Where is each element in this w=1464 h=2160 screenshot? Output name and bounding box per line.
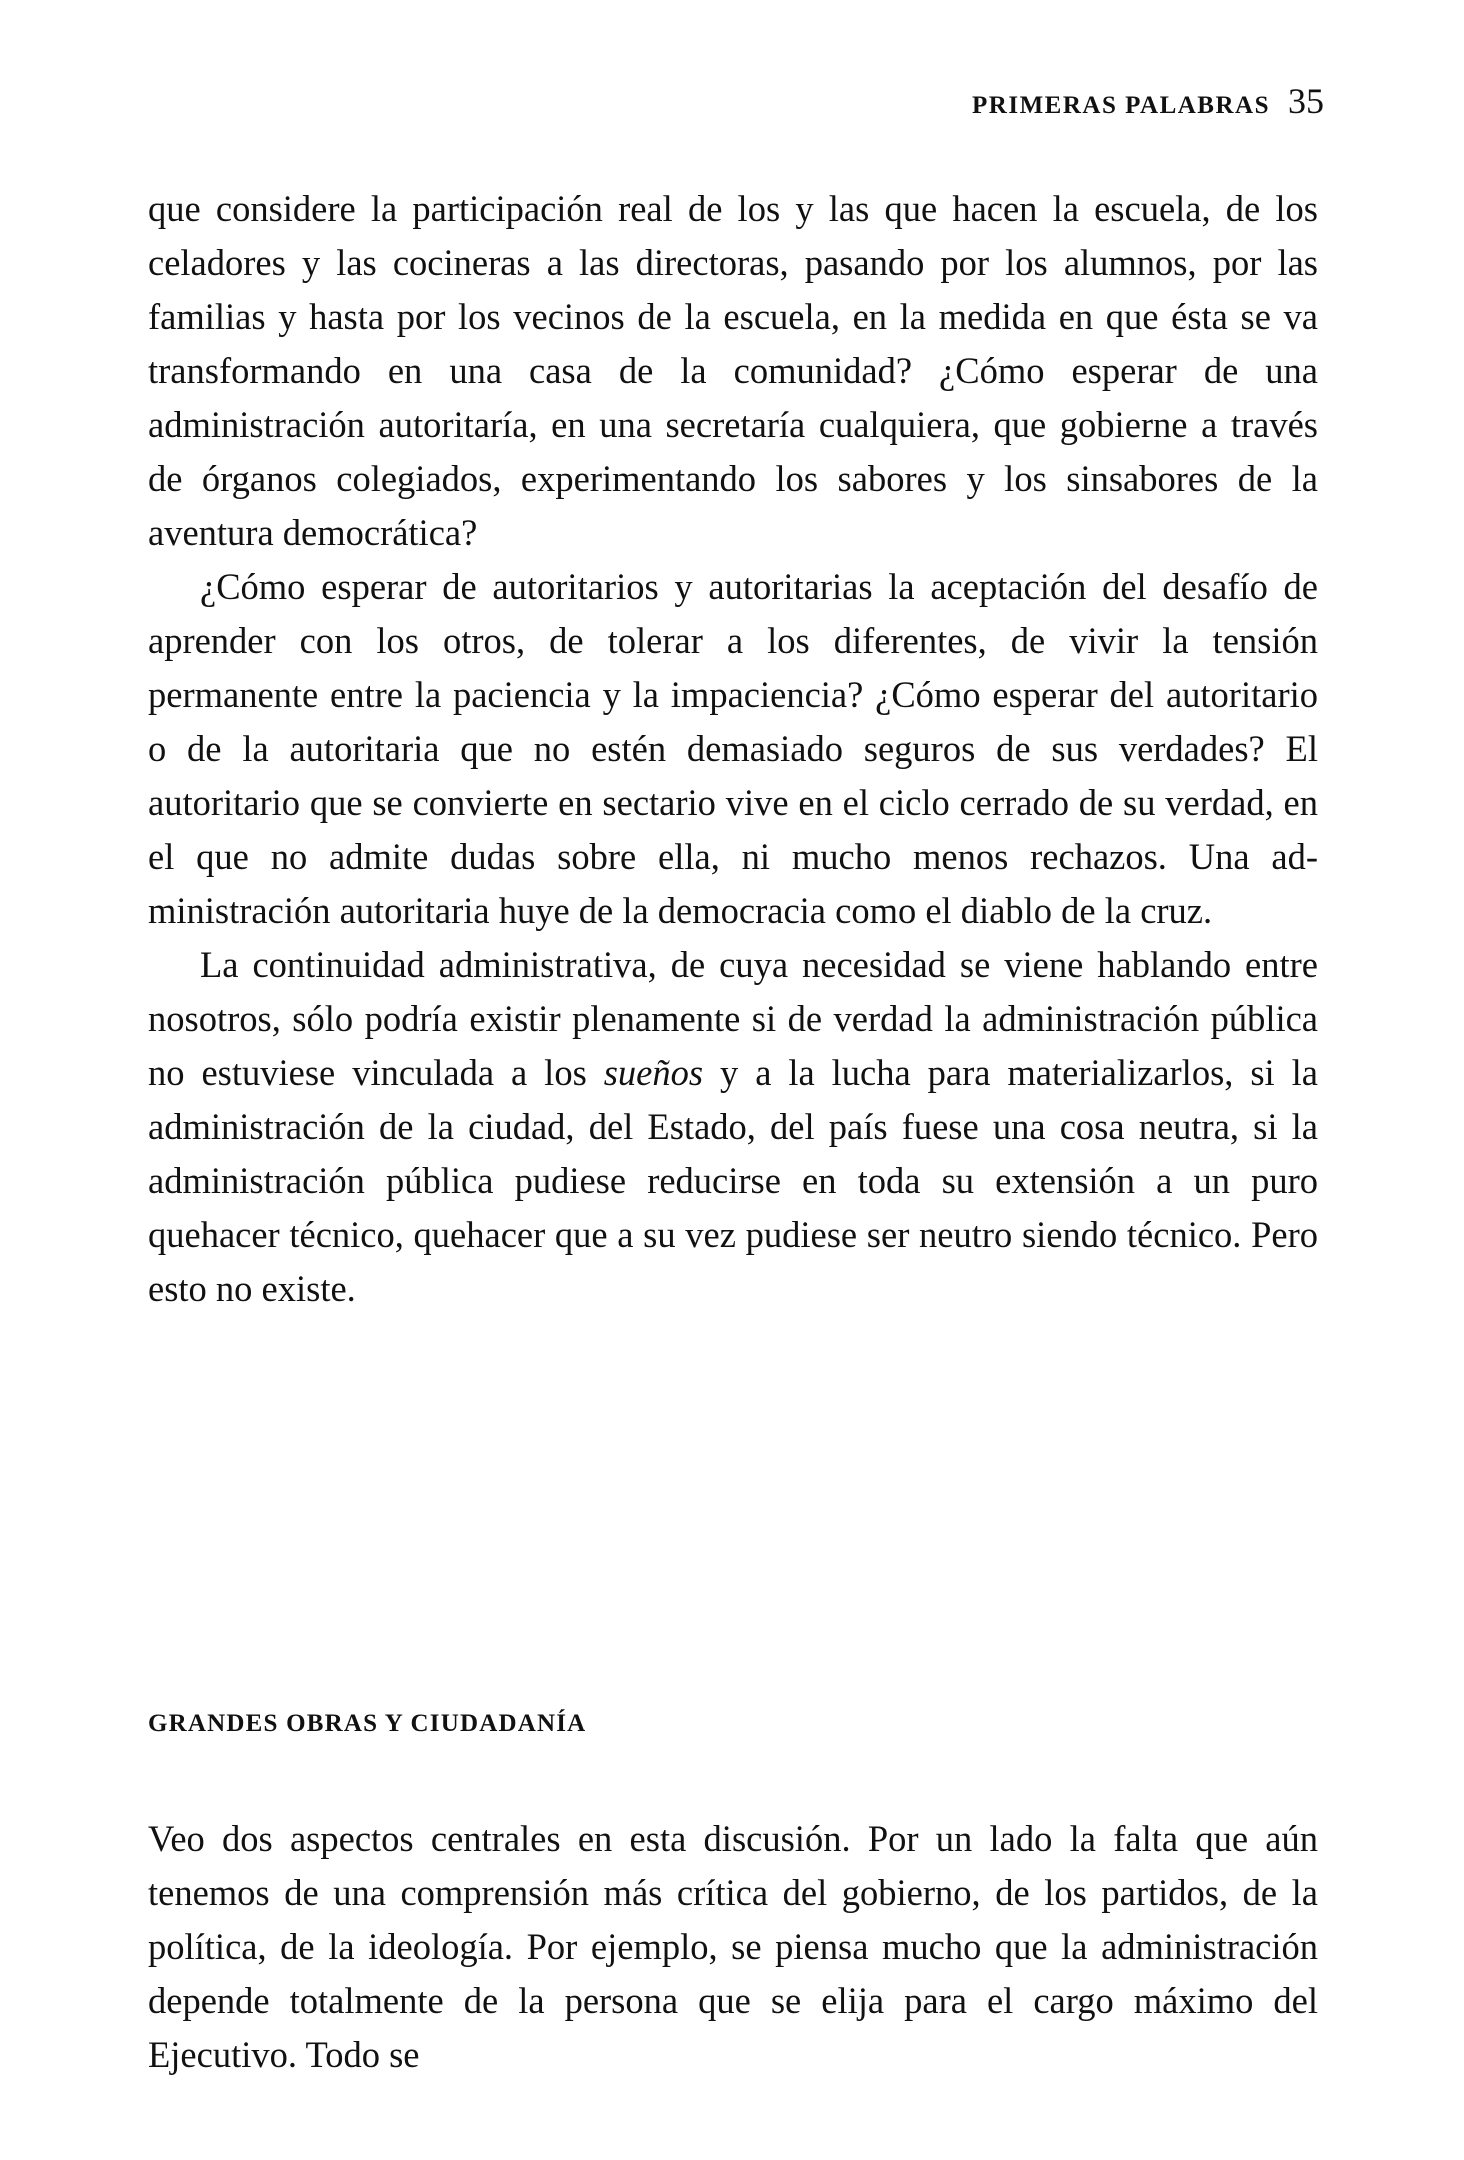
section-heading: GRANDES OBRAS Y CIUDADANÍA [148,1710,587,1737]
paragraph-3 [148,938,1318,1316]
running-title: PRIMERAS PALABRAS [972,92,1270,119]
paragraph-1: que considere la participación real de los y las que hacen la escuela, de los celadores y las cocineras a las directoras, pasando por los alumnos, por las familias y hasta por los vecinos de la escuela, en la medida en que ésta se va transformando en una casa de la comunidad? ¿Cómo esperar de una administración autoritaría, en una secretaría cualquiera, que gobierne a través de órganos colegiados, experimentando los sabores y los sinsabores de la aventura democrática? [148,188,1318,553]
italic-word: sueños [603,1052,704,1093]
running-head [972,80,1324,122]
page-number: 35 [1288,81,1324,121]
section-body [148,1812,1318,2082]
paragraph-2: ¿Cómo esperar de autoritarios y autoritarias la aceptación del desafío de aprender con los otros, de tolerar a los diferentes, de vivir la tensión permanente entre la paciencia y la impaciencia? ¿Cómo esperar del autoritario o de la autoritaria que no estén demasiado seguros de sus verdades? El autoritario que se convierte en sectario vive en el ciclo cerrado de su verdad, en el que no admite dudas sobre ella, ni mucho menos rechazos. Una administración autoritaria huye de la democracia como el diablo de la cruz. [148,566,1318,931]
body-text [148,182,1318,1316]
paragraph-3-text-a: La continuidad administrativa, de cuya necesidad se viene hablando entre nosotros, sólo podría existir plenamente si de verdad la administración pública no estuviese vinculada a los [148,944,1318,1093]
paragraph-3-text-b: y a la lucha para materializarlos, si la administración de la ciudad, del Estado, del país fuese una cosa neutra, si la administración pública pudiese reducirse en toda su extensión a un puro quehacer técnico, quehacer que a su vez pudiese ser neutro siendo técnico. Pero esto no existe. [148,1052,1318,1309]
section-paragraph: Veo dos aspectos centrales en esta discusión. Por un lado la falta que aún tenemos de una comprensión más crítica del gobierno, de los partidos, de la política, de la ideología. Por ejemplo, se piensa mucho que la administración depende totalmente de la persona que se elija para el cargo máximo del Ejecutivo. Todo se [148,1818,1318,2075]
